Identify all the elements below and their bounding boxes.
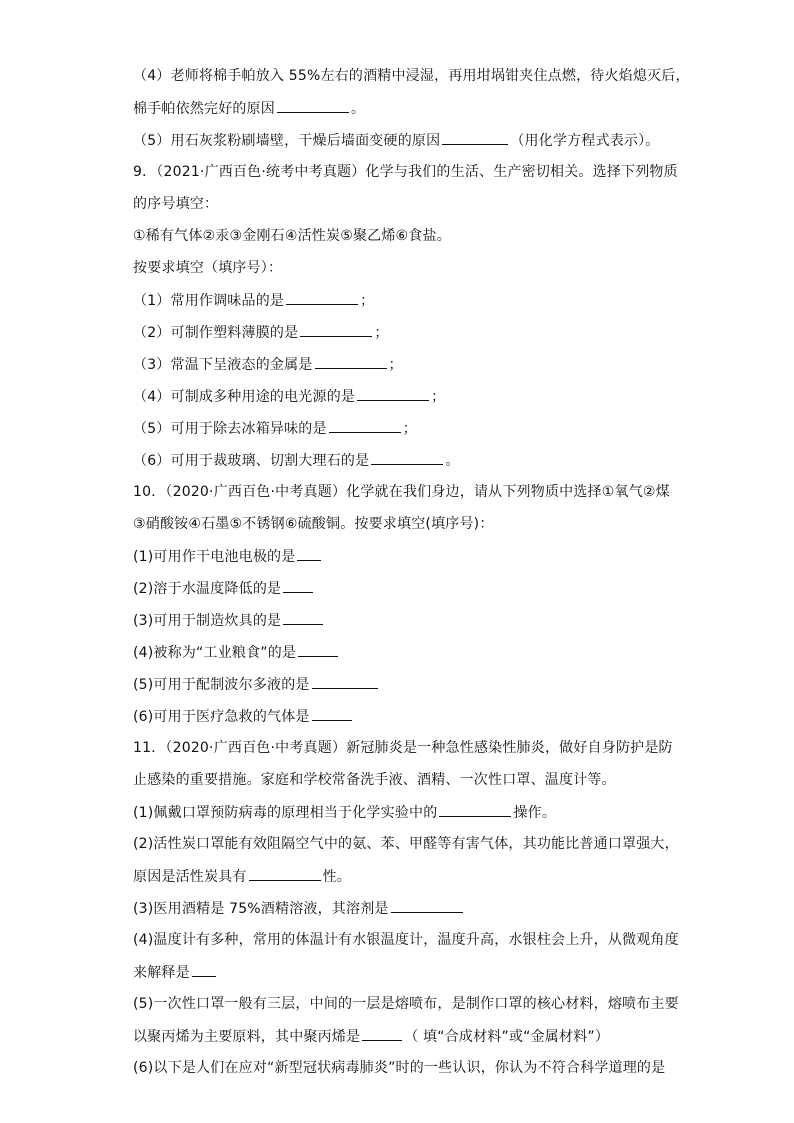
q10-3: (3)可用于制造炊具的是 — [133, 610, 325, 631]
q11-5-line2: 以聚丙烯为主要原料，其中聚丙烯是 （ 填“合成材料”或“金属材料”） — [133, 1026, 609, 1047]
q10-5: (5)可用于配制波尔多液的是 — [133, 674, 380, 695]
answer-blank[interactable] — [312, 706, 352, 721]
q9-instruction: 按要求填空（填序号）： — [133, 260, 283, 276]
q10-stem-line2: ③硝酸铵④石墨⑤不锈钢⑥硫酸铜。按要求填空(填序号)： — [133, 516, 494, 532]
q11-2-line1: (2)活性炭口罩能有效阻隔空气中的氨、苯、甲醛等有害气体，其功能比普通口罩强大， — [133, 836, 679, 852]
answer-blank[interactable] — [298, 642, 338, 657]
q8-4-line1: （4）老师将棉手帕放入 55%左右的酒精中浸湿，再用坩埚钳夹住点燃，待火焰熄灭后， — [133, 68, 690, 84]
q9-stem-line2: 的序号填空： — [133, 196, 219, 212]
q8-5: （5）用石灰浆粉刷墙壁，干燥后墙面变硬的原因 （用化学方程式表示）。 — [133, 130, 660, 151]
answer-blank[interactable] — [312, 674, 378, 689]
q9-1: （1）常用作调味品的是 ； — [133, 290, 374, 311]
q10-4: (4)被称为“工业粮食”的是 — [133, 642, 340, 663]
answer-blank[interactable] — [371, 450, 443, 465]
answer-blank[interactable] — [286, 290, 358, 305]
q11-6: (6)以下是人们在应对“新型冠状病毒肺炎”时的一些认识，你认为不符合科学道理的是 — [133, 1060, 666, 1076]
answer-blank[interactable] — [439, 802, 511, 817]
q9-options: ①稀有气体②汞③金刚石④活性炭⑤聚乙烯⑥食盐。 — [133, 228, 451, 244]
answer-blank[interactable] — [442, 130, 508, 145]
answer-blank[interactable] — [192, 962, 216, 977]
answer-blank[interactable] — [391, 898, 463, 913]
q9-5: （5）可用于除去冰箱异味的是 ； — [133, 418, 417, 439]
answer-blank[interactable] — [249, 866, 321, 881]
q11-3: (3)医用酒精是 75%酒精溶液，其溶剂是 — [133, 898, 465, 919]
q11-stem-line2: 止感染的重要措施。家庭和学校常备洗手液、酒精、一次性口罩、温度计等。 — [133, 772, 616, 788]
q10-6: (6)可用于医疗急救的气体是 — [133, 706, 354, 727]
answer-blank[interactable] — [329, 418, 401, 433]
q9-6: （6）可用于裁玻璃、切割大理石的是 。 — [133, 450, 460, 471]
answer-blank[interactable] — [315, 354, 387, 369]
answer-blank[interactable] — [297, 546, 321, 561]
q8-4-line2: 棉手帕依然完好的原因 。 — [133, 98, 365, 119]
answer-blank[interactable] — [357, 386, 429, 401]
answer-blank[interactable] — [300, 322, 372, 337]
q10-stem-line1: 10．（2020·广西百色·中考真题）化学就在我们身边，请从下列物质中选择①氧气②煤 — [133, 484, 670, 500]
answer-blank[interactable] — [277, 98, 349, 113]
q10-2: (2)溶于水温度降低的是 — [133, 578, 315, 599]
answer-blank[interactable] — [283, 610, 323, 625]
answer-blank[interactable] — [283, 578, 313, 593]
q9-4: （4）可制成多种用途的电光源的是 ； — [133, 386, 445, 407]
q11-stem-line1: 11．（2020·广西百色·中考真题）新冠肺炎是一种急性感染性肺炎，做好自身防护是防 — [133, 740, 673, 756]
q11-4-line2: 来解释是 — [133, 962, 218, 983]
q10-1: (1)可用作干电池电极的是 — [133, 546, 323, 567]
q9-2: （2）可制作塑料薄膜的是 ； — [133, 322, 389, 343]
q11-5-line1: (5)一次性口罩一般有三层，中间的一层是熔喷布，是制作口罩的核心材料，熔喷布主要 — [133, 996, 679, 1012]
q11-2-line2: 原因是活性炭具有 性。 — [133, 866, 351, 887]
q9-3: （3）常温下呈液态的金属是 ； — [133, 354, 403, 375]
q11-1: (1)佩戴口罩预防病毒的原理相当于化学实验中的 操作。 — [133, 802, 556, 823]
answer-blank[interactable] — [362, 1026, 402, 1041]
q9-stem-line1: 9．（2021·广西百色·统考中考真题）化学与我们的生活、生产密切相关。选择下列物质 — [133, 164, 678, 180]
q11-4-line1: (4)温度计有多种，常用的体温计有水银温度计，温度升高，水银柱会上升，从微观角度 — [133, 932, 679, 948]
